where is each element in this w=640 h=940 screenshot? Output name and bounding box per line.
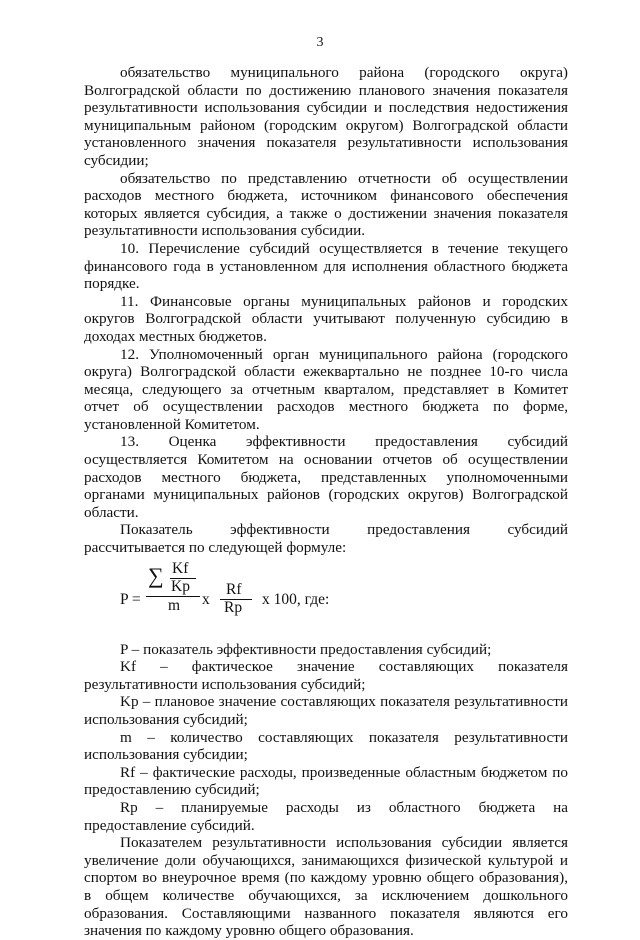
paragraph-12: 12. Уполномоченный орган муниципального района (городского округа) Волгоградской области ежеквартально не позднее 10-го числа месяца, следующего за отчетным кварталом, представляет в Комитет отчет об осуществлении расходов местного бюджета по форме, установленной Комитетом. [84, 345, 568, 433]
formula-lhs: P = [120, 590, 141, 608]
definition-p: P – показатель эффективности предоставления субсидий; [120, 640, 492, 658]
definition-rp: Rp – планируемые расходы из областного бюджета на предоставление субсидий. [84, 798, 568, 834]
document-body [84, 64, 568, 940]
definitions-list [84, 641, 568, 835]
paragraph-result-indicator: Показателем результативности использования субсидии является увеличение доли обучающихся, занимающихся физической культурой и спортом во внеурочное время (по каждому уровню общего образования), в общем количестве обучающихся, за исключением дошкольного образования. Составляющими названного показателя являются его значения по каждому уровню общего образования. [84, 834, 568, 940]
page-number: 3 [316, 35, 324, 50]
definition-kf: Kf – фактическое значение составляющих показателя результативности использования субсидий; [84, 658, 568, 693]
formula-m: m [168, 596, 181, 614]
paragraph-obligation-2: обязательство по представлению отчетности об осуществлении расходов местного бюджета, источником финансового обеспечения которых является субсидия, а также о достижении значения показателя результативности использования субсидии. [84, 169, 568, 240]
formula-tail: x 100, где: [262, 590, 330, 608]
paragraph-11: 11. Финансовые органы муниципальных районов и городских округов Волгоградской области учитывают полученную субсидию в доходах местных бюджетов. [84, 292, 568, 345]
paragraph-13: 13. Оценка эффективности предоставления субсидий осуществляется Комитетом на основании отчетов об осуществлении расходов местного бюджета, представленных уполномоченными органами муниципальных районов (городских округов) Волгоградской области. [84, 433, 568, 521]
formula-kp: Kp [171, 577, 190, 595]
formula-times: x [202, 590, 210, 608]
formula-rp: Rp [224, 598, 243, 616]
definition-kp: Kp – плановое значение составляющих показателя результативности использования субсидий; [84, 693, 568, 728]
paragraph-formula-intro: Показатель эффективности предоставления субсидий рассчитывается по следующей формуле: [84, 521, 568, 557]
definition-rf: Rf – фактические расходы, произведенные областным бюджетом по предоставлению субсидий; [84, 763, 568, 799]
definition-m: m – количество составляющих показателя результативности использования субсидии; [84, 728, 568, 764]
paragraph-10: 10. Перечисление субсидий осуществляется в течение текущего финансового года в установленном для исполнения областного бюджета порядке. [84, 239, 568, 293]
efficiency-formula [84, 561, 568, 635]
paragraph-obligation-1: обязательство муниципального района (городского округа) Волгоградской области по достижению планового значения показателя результативности использования субсидии и последствия недостижения муниципальным районом (городским округом) Волгоградской области установленного значения показателя результативности использования субсидии; [84, 64, 568, 169]
formula-rf: Rf [226, 580, 242, 598]
formula-sigma: ∑ [148, 562, 164, 588]
formula-kf: Kf [172, 559, 189, 577]
